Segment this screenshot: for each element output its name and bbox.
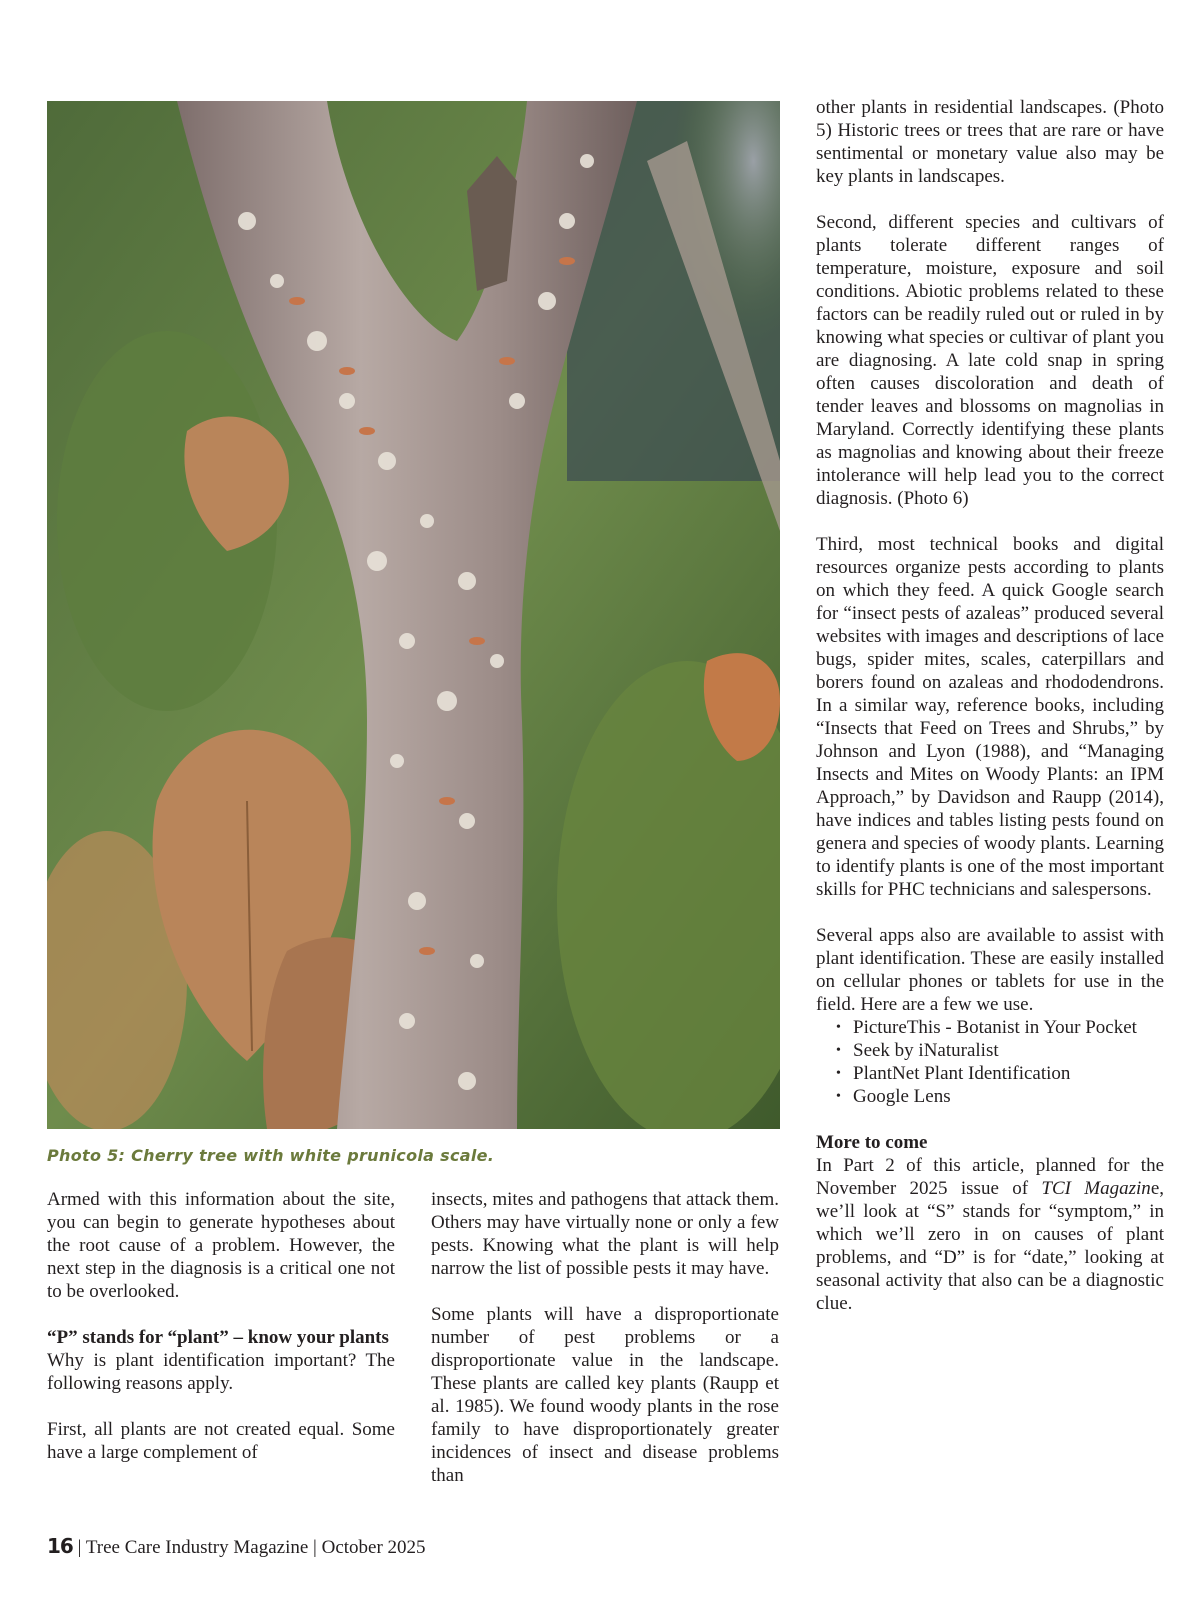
list-item: • Seek by iNaturalist xyxy=(816,1039,1164,1062)
paragraph: First, all plants are not created equal. Some have a large complement of xyxy=(47,1419,395,1463)
publication-name: Tree Care Industry Magazine xyxy=(85,1537,309,1558)
issue-date: October 2025 xyxy=(321,1537,426,1558)
section-heading: More to come xyxy=(816,1132,928,1153)
article-column-3 xyxy=(816,96,1164,1315)
list-item: • PlantNet Plant Identification xyxy=(816,1062,1164,1085)
list-item: • Google Lens xyxy=(816,1085,1164,1108)
article-photo xyxy=(47,101,780,1129)
paragraph: Second, different species and cultivars of plants tolerate different ranges of temperature, moisture, exposure and soil conditions. Abiotic problems related to these factors can be readily ruled out or ruled in by knowing what species or cultivar of plant you are diagnosing. A late cold snap in spring often causes discoloration and death of tender leaves and blossoms on magnolias in Maryland. Correctly identifying these plants as magnolias and knowing about their freeze intolerance will help lead you to the correct diagnosis. (Photo 6) xyxy=(816,212,1164,509)
text-run: e, we’ll look at “S” stands for “symptom,” in which we’ll zero in on causes of plant problems, and “D” is for “date,” looking at seasonal activity that also can be a diagnostic clue. xyxy=(816,1178,1164,1314)
photo-caption: Photo 5: Cherry tree with white prunicola scale. xyxy=(47,1146,495,1165)
footer-separator: | xyxy=(72,1537,86,1558)
paragraph: Armed with this information about the site, you can begin to generate hypotheses about the root cause of a problem. However, the next step in the diagnosis is a critical one not to be overlooked. xyxy=(47,1189,395,1302)
paragraph: other plants in residential landscapes. (Photo 5) Historic trees or trees that are rare or have sentimental or monetary value also may be key plants in landscapes. xyxy=(816,97,1164,187)
paragraph: insects, mites and pathogens that attack them. Others may have virtually none or only a few pests. Knowing what the plant is will help narrow the list of possible pests it may have. xyxy=(431,1189,779,1279)
paragraph xyxy=(816,1154,1164,1315)
magazine-title: TCI Magazin xyxy=(1041,1178,1151,1199)
text-run: In Part 2 of this article, planned for the November 2025 issue of xyxy=(816,1155,1164,1199)
paragraph: Third, most technical books and digital resources organize pests according to plants on which they feed. A quick Google search for “insect pests of azaleas” produced several websites with images and descriptions of lace bugs, spider mites, scales, caterpillars and borers found on azaleas and rhododendrons. In a similar way, reference books, including “Insects that Feed on Trees and Shrubs,” by Johnson and Lyon (1988), and “Managing Insects and Mites on Woody Plants: an IPM Approach,” by Davidson and Raupp (2014), have indices and tables listing pests found on genera and species of woody plants. Learning to identify plants is one of the most important skills for PHC technicians and salespersons. xyxy=(816,534,1164,900)
article-column-1 xyxy=(47,1188,395,1464)
app-list xyxy=(816,1016,1164,1108)
footer-separator: | xyxy=(308,1537,322,1558)
page-number: 16 xyxy=(47,1534,73,1558)
page-footer xyxy=(47,1534,426,1560)
paragraph: Several apps also are available to assist with plant identification. These are easily installed on cellular phones or tablets for use in the field. Here are a few we use. xyxy=(816,925,1164,1015)
paragraph: Why is plant identification important? The following reasons apply. xyxy=(47,1350,395,1394)
article-column-2 xyxy=(431,1188,779,1487)
cherry-tree-scale-image xyxy=(47,101,780,1129)
section-heading: “P” stands for “plant” – know your plants xyxy=(47,1327,389,1348)
paragraph: Some plants will have a disproportionate number of pest problems or a disproportionate value in the landscape. These plants are called key plants (Raupp et al. 1985). We found woody plants in the rose family to have disproportionately greater incidences of insect and disease problems than xyxy=(431,1304,779,1486)
list-item: • PictureThis - Botanist in Your Pocket xyxy=(816,1016,1164,1039)
